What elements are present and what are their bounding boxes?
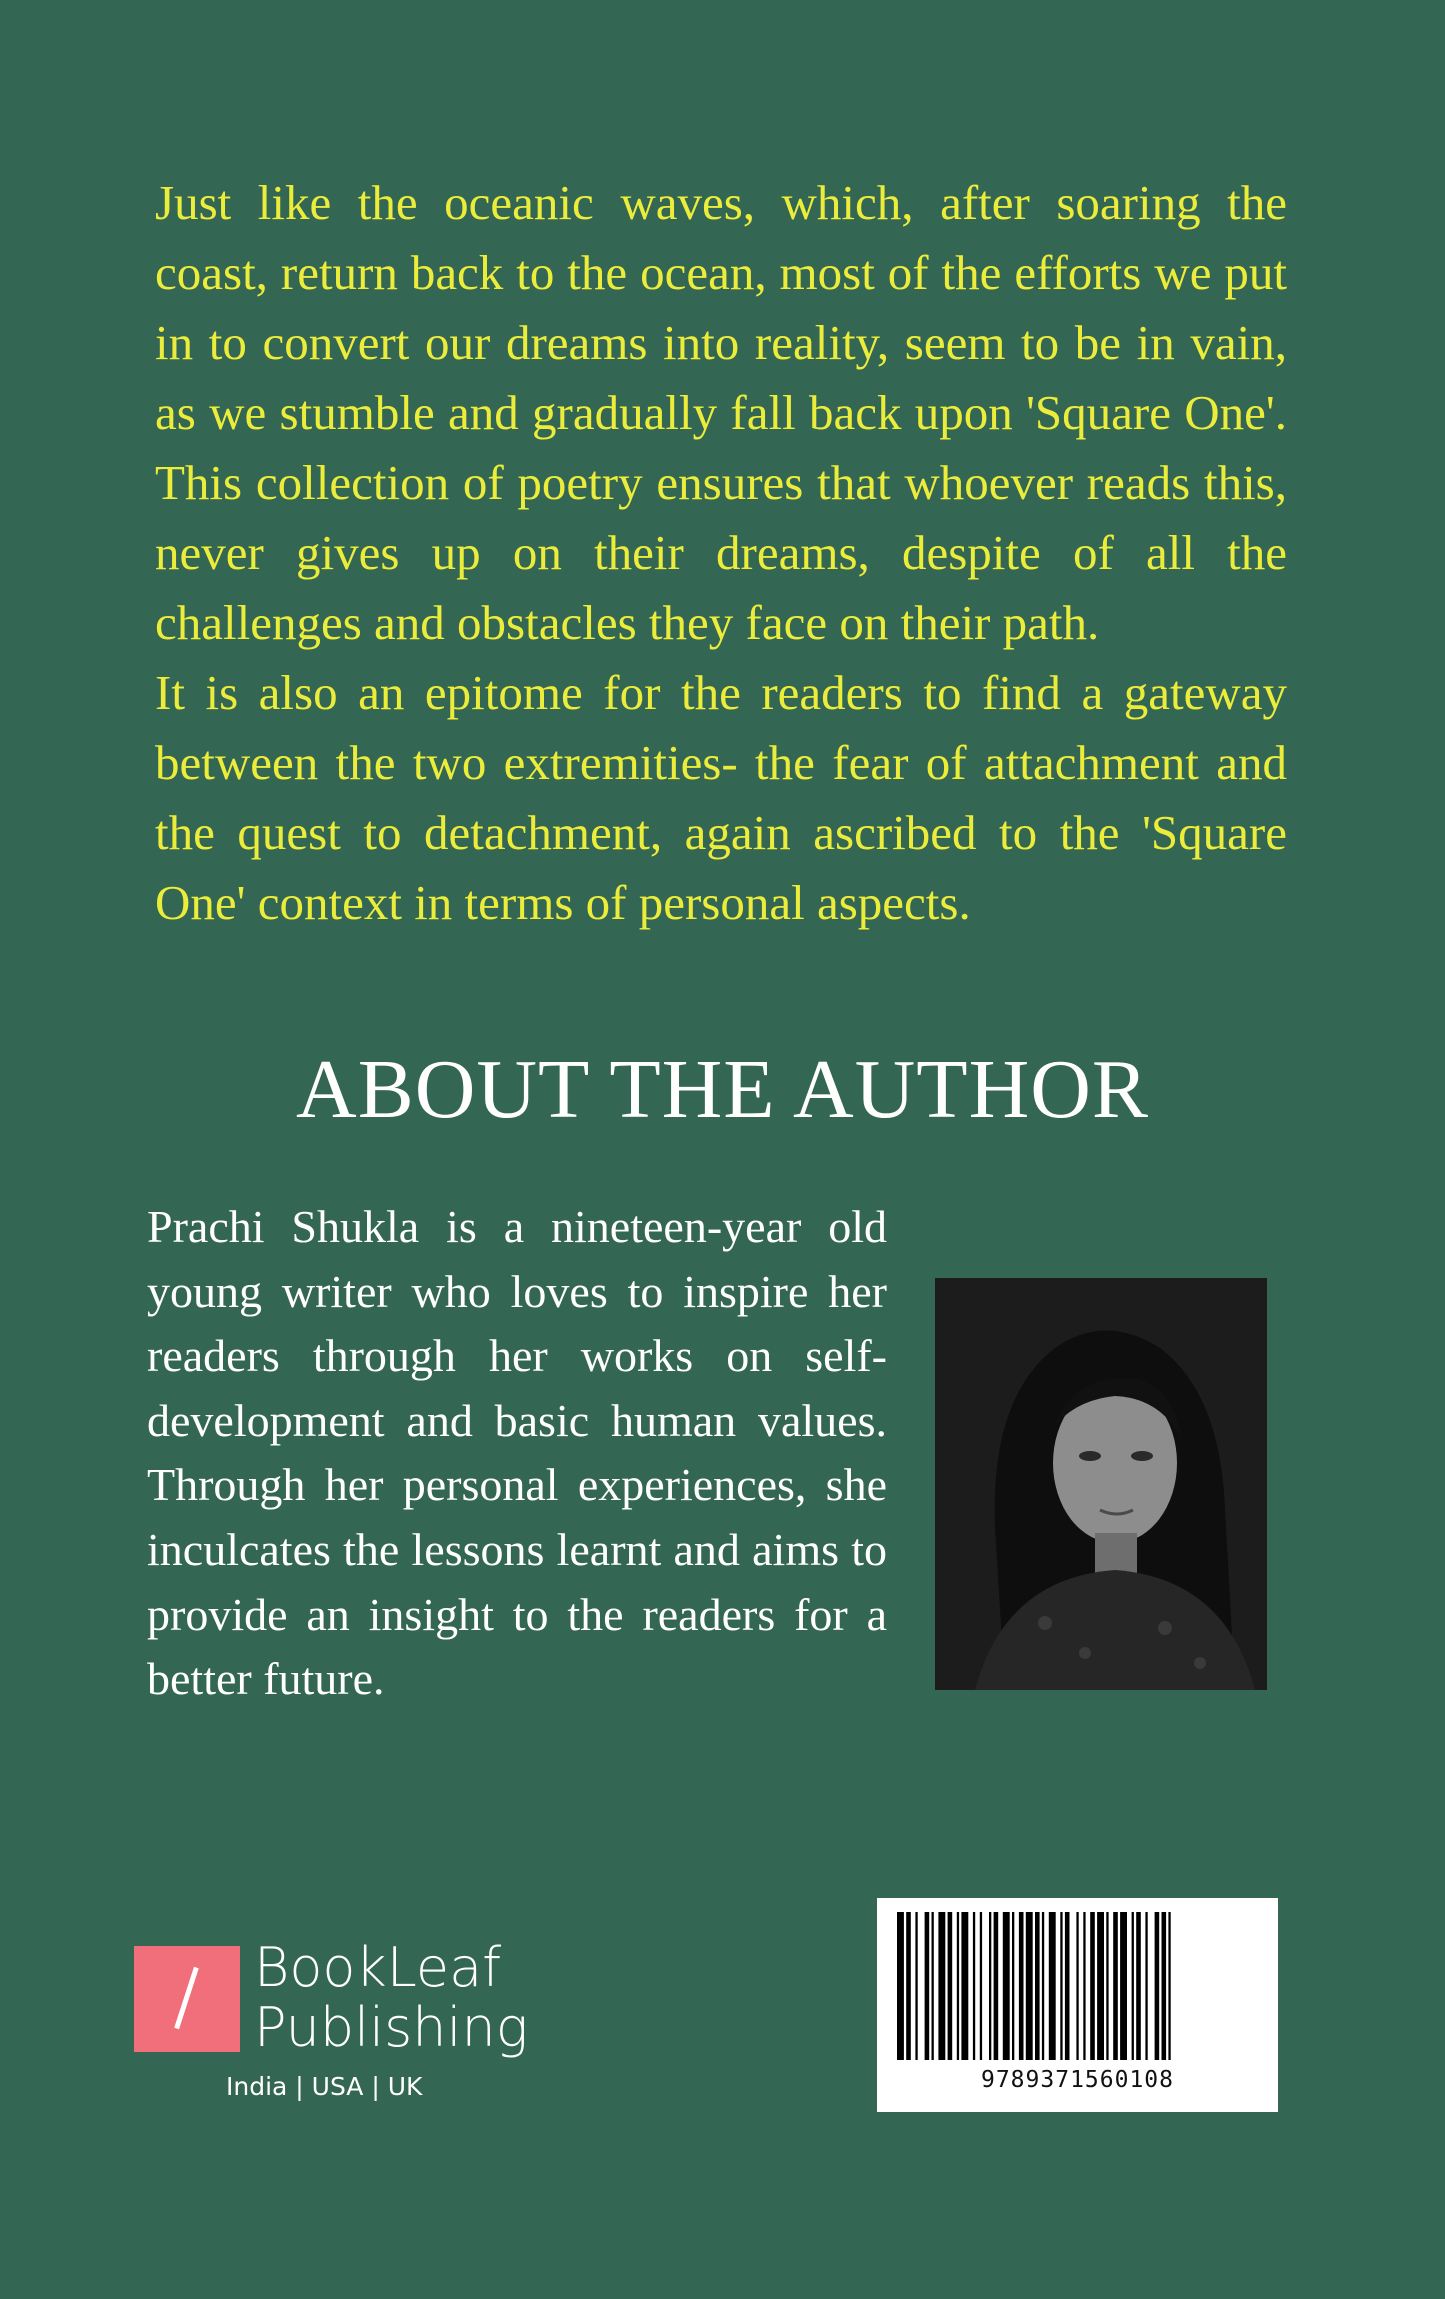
- barcode-bar: [1097, 1912, 1104, 2060]
- blurb-paragraph-2: It is also an epitome for the readers to find a gateway between the two extremities- the fear of attachment and the quest to detachment, again ascribed to the 'Square One' context in terms of personal aspects.: [155, 665, 1287, 930]
- barcode-bar: [897, 1912, 904, 2060]
- barcode-bar: [1076, 1912, 1078, 2060]
- publisher-name: [254, 1938, 528, 2058]
- barcode-bar: [1168, 1912, 1170, 2060]
- author-photo: [935, 1278, 1267, 1690]
- barcode-bar: [1162, 1912, 1167, 2060]
- barcode-bar: [1090, 1912, 1095, 2060]
- barcode-bar: [1026, 1912, 1033, 2060]
- barcode-bar: [906, 1912, 911, 2060]
- barcode-bar: [957, 1912, 959, 2060]
- barcode-bar: [1083, 1912, 1085, 2060]
- barcode-bar: [1065, 1912, 1070, 2060]
- barcode-bar: [1012, 1912, 1014, 2060]
- barcode-bar: [1019, 1912, 1024, 2060]
- barcode-bar: [1120, 1912, 1127, 2060]
- about-author-heading: ABOUT THE AUTHOR: [296, 1043, 1149, 1136]
- barcode-bar: [1155, 1912, 1160, 2060]
- barcode-bar: [980, 1912, 982, 2060]
- barcode-bar: [1060, 1912, 1062, 2060]
- barcode-bar: [1035, 1912, 1040, 2060]
- barcode-bar: [1003, 1912, 1010, 2060]
- back-cover-blurb: [155, 168, 1287, 938]
- blurb-paragraph-1: Just like the oceanic waves, which, after soaring the coast, return back to the ocean, most of the efforts we put in to convert our dreams into reality, seem to be in vain, as we stumble and gradually fall back upon 'Square One'. This collection of poetry ensures that whoever reads this, never gives up on their dreams, despite of all the challenges and obstacles they face on their path.: [155, 175, 1287, 650]
- barcode-bar: [1042, 1912, 1044, 2060]
- barcode-bar: [1049, 1912, 1056, 2060]
- barcode-bar: [948, 1912, 953, 2060]
- publisher-name-line2: Publishing: [254, 1996, 529, 2059]
- barcode-bar: [973, 1912, 975, 2060]
- author-portrait-illustration: [935, 1278, 1267, 1690]
- barcode-bar: [1132, 1912, 1134, 2060]
- isbn-barcode: [877, 1898, 1278, 2112]
- barcode-bar: [1145, 1912, 1147, 2060]
- barcode-bar: [932, 1912, 934, 2060]
- author-bio: Prachi Shukla is a nineteen-year old young writer who loves to inspire her readers through her works on self-development and basic human values. Through her personal experiences, she inculcates the lessons learnt and aims to provide an insight to the readers for a better future.: [147, 1201, 887, 1705]
- slash-icon: [174, 1967, 199, 2029]
- barcode-bar: [938, 1912, 945, 2060]
- barcode-bar: [994, 1912, 999, 2060]
- barcode-bar: [1113, 1912, 1118, 2060]
- publisher-name-line1: BookLeaf: [254, 1936, 502, 1999]
- barcode-bar: [1136, 1912, 1141, 2060]
- barcode-bar: [925, 1912, 930, 2060]
- barcode-bar: [989, 1912, 991, 2060]
- barcode-bar: [961, 1912, 968, 2060]
- publisher-countries: India | USA | UK: [226, 2072, 423, 2101]
- publisher-logo-mark: [134, 1946, 240, 2052]
- barcode-bar: [1106, 1912, 1108, 2060]
- barcode-bar: [915, 1912, 917, 2060]
- isbn-number: 9789371560108: [980, 2067, 1174, 2093]
